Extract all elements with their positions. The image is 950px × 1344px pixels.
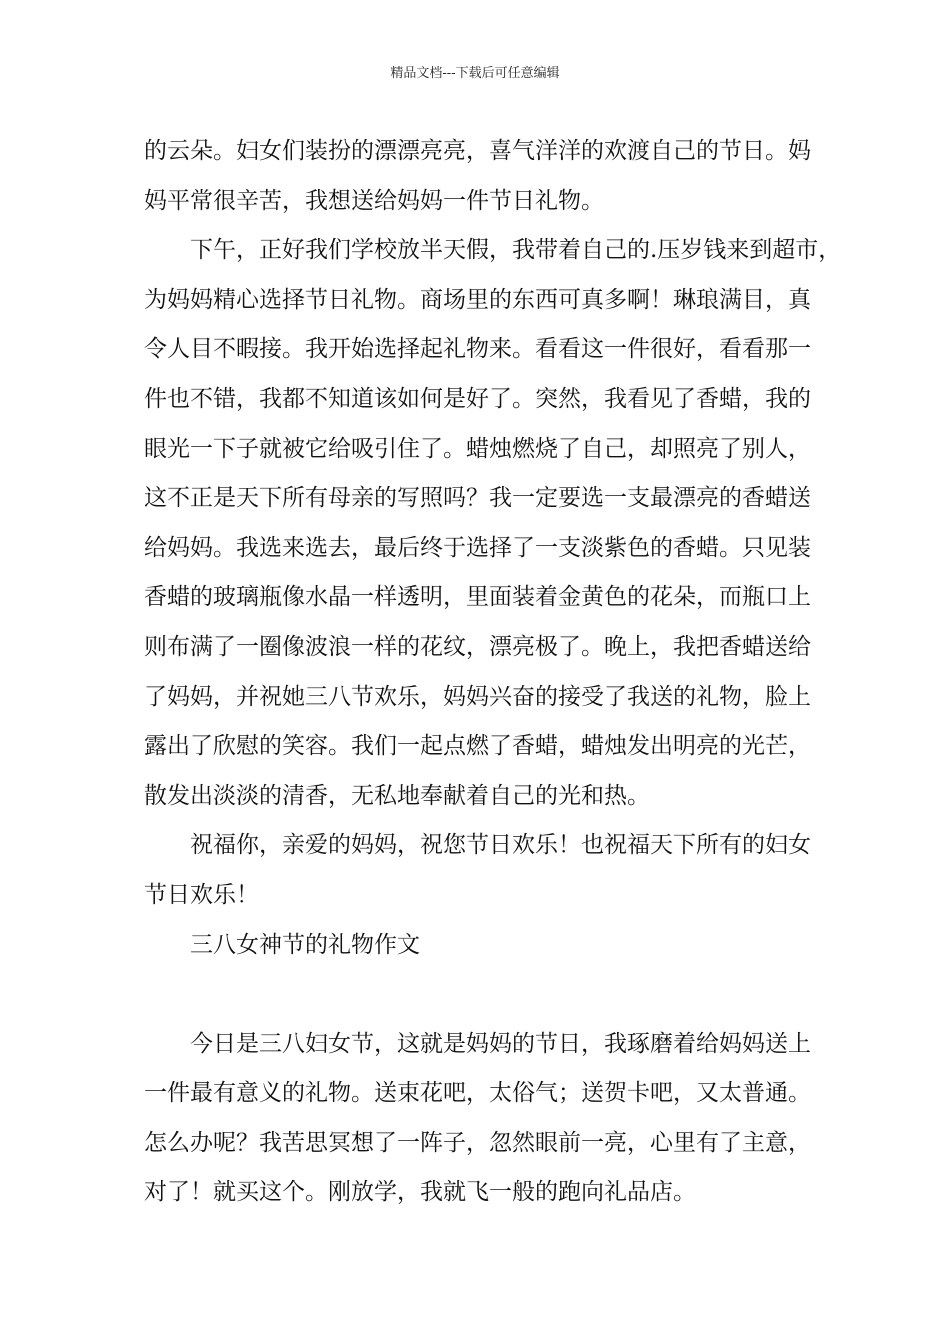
- paragraph-line: 香蜡的玻璃瓶像水晶一样透明，里面装着金黄色的花朵，而瓶口上: [144, 584, 811, 611]
- paragraph-line: 眼光一下子就被它给吸引住了。蜡烛燃烧了自己，却照亮了别人，: [144, 435, 811, 462]
- paragraph-line: 的云朵。妇女们装扮的漂漂亮亮，喜气洋洋的欢渡自己的节日。妈: [144, 138, 811, 164]
- paragraph-line: 露出了欣慰的笑容。我们一起点燃了香蜡，蜡烛发出明亮的光芒，: [144, 733, 811, 760]
- section-title: 三八女神节的礼物作文: [190, 931, 420, 958]
- page-header: 精品文档---下载后可任意编辑: [390, 66, 560, 81]
- paragraph-line: 了妈妈，并祝她三八节欢乐，妈妈兴奋的接受了我送的礼物，脸上: [144, 683, 811, 710]
- paragraph-line: 则布满了一圈像波浪一样的花纹，漂亮极了。晚上，我把香蜡送给: [144, 633, 811, 660]
- paragraph-line: 祝福你，亲爱的妈妈，祝您节日欢乐！也祝福天下所有的妇女: [190, 832, 811, 859]
- paragraph-line: 下午，正好我们学校放半天假，我带着自己的.压岁钱来到超市，: [190, 237, 842, 264]
- paragraph-line: 妈平常很辛苦，我想送给妈妈一件节日礼物。: [144, 187, 604, 214]
- paragraph-line: 给妈妈。我选来选去，最后终于选择了一支淡紫色的香蜡。只见装: [144, 534, 811, 561]
- paragraph-line: 一件最有意义的礼物。送束花吧，太俗气；送贺卡吧，又太普通。: [144, 1080, 811, 1107]
- paragraph-line: 为妈妈精心选择节日礼物。商场里的东西可真多啊！琳琅满目，真: [144, 286, 811, 313]
- paragraph-line: 散发出淡淡的清香，无私地奉献着自己的光和热。: [144, 782, 650, 809]
- paragraph-line: 节日欢乐！: [144, 881, 259, 908]
- paragraph-line: 这不正是天下所有母亲的写照吗？我一定要选一支最漂亮的香蜡送: [144, 485, 811, 512]
- blank-line: [144, 970, 808, 1020]
- paragraph-line: 令人目不暇接。我开始选择起礼物来。看看这一件很好，看看那一: [144, 336, 811, 363]
- paragraph-line: 怎么办呢？我苦思冥想了一阵子，忽然眼前一亮，心里有了主意，: [144, 1129, 811, 1156]
- paragraph-line: 对了！就买这个。刚放学，我就飞一般的跑向礼品店。: [144, 1179, 696, 1206]
- paragraph-line: 今日是三八妇女节，这就是妈妈的节日，我琢磨着给妈妈送上: [190, 1030, 811, 1057]
- document-body: [144, 127, 842, 1218]
- paragraph-line: 件也不错，我都不知道该如何是好了。突然，我看见了香蜡，我的: [144, 385, 811, 412]
